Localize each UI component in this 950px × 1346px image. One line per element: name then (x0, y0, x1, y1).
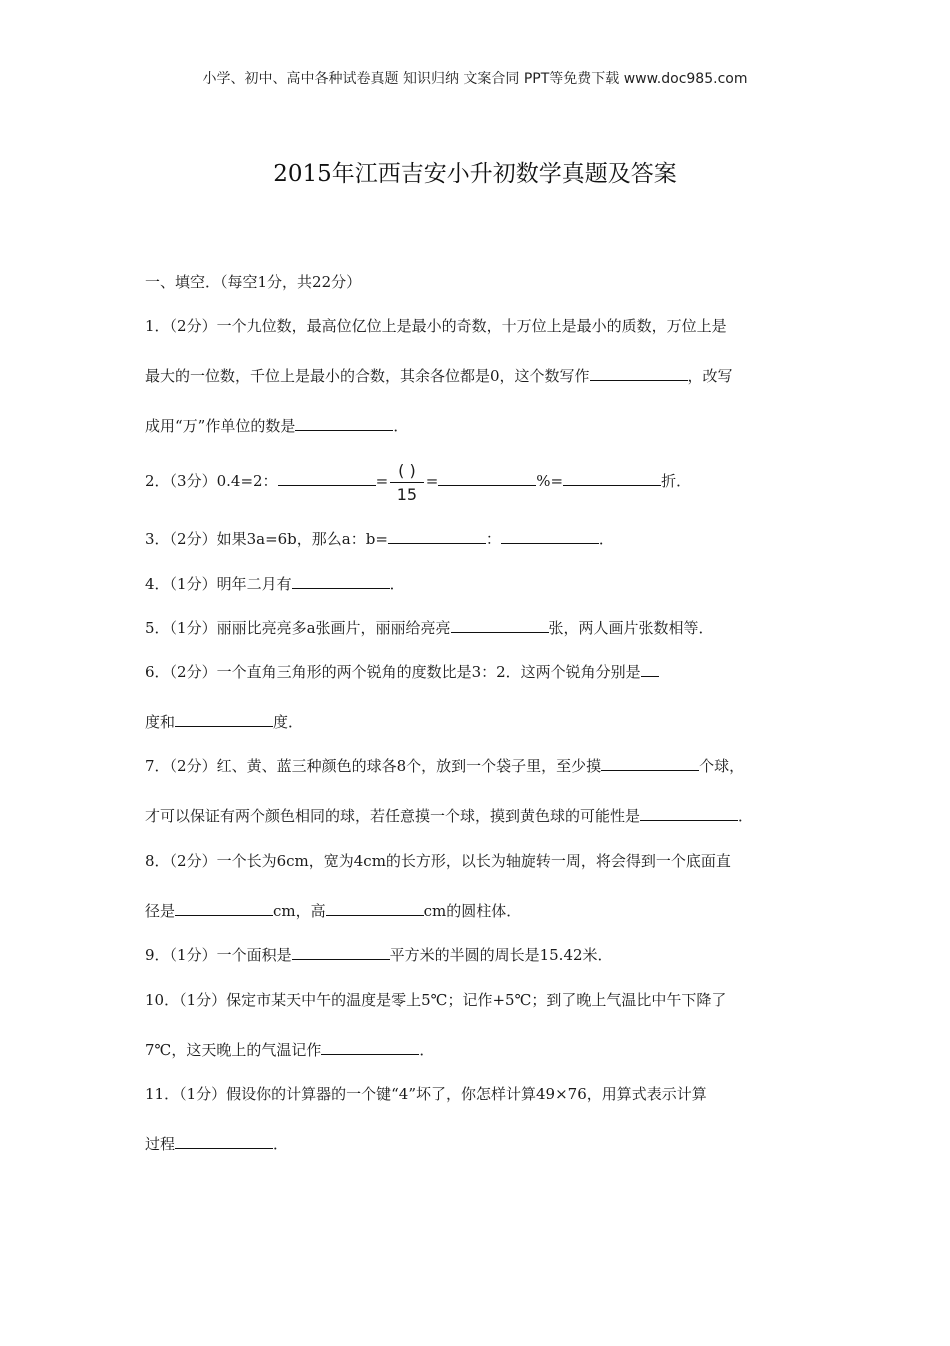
answer-blank[interactable] (175, 1134, 273, 1149)
answer-blank[interactable] (601, 756, 699, 771)
answer-blank[interactable] (175, 901, 273, 916)
answer-blank[interactable] (563, 471, 661, 486)
answer-blank[interactable] (278, 471, 376, 486)
answer-blank[interactable] (590, 366, 688, 381)
answer-blank[interactable] (451, 618, 549, 633)
section-heading: 一、填空．（每空1分，共22分） (145, 273, 362, 291)
q11-line2: 过程 ． (145, 1135, 289, 1153)
q10-line1: 10．（1分）保定市某天中午的温度是零上5℃；记作+5℃；到了晚上气温比中午下降了 (145, 991, 727, 1009)
q4-line: 4．（1分）明年二月有 ． (145, 575, 405, 593)
q6-line1: 6．（2分）一个直角三角形的两个锐角的度数比是3：2．这两个锐角分别是 (145, 662, 659, 682)
answer-blank[interactable] (501, 529, 599, 544)
answer-blank[interactable] (326, 901, 424, 916)
q7-line1: 7．（2分）红、黄、蓝三种颜色的球各8个，放到一个袋子里，至少摸 个球， (145, 757, 745, 775)
q8-line1: 8．（2分）一个长为6cm，宽为4cm的长方形，以长为轴旋转一周，将会得到一个底面直 (145, 852, 731, 870)
answer-blank[interactable] (640, 806, 738, 821)
answer-blank[interactable] (641, 662, 659, 677)
page-title: 2015年江西吉安小升初数学真题及答案 (273, 161, 677, 187)
answer-blank[interactable] (292, 574, 390, 589)
q9-line: 9．（1分）一个面积是 平方米的半圆的周长是15.42米． (145, 946, 613, 964)
answer-blank[interactable] (292, 945, 390, 960)
q7-line2: 才可以保证有两个颜色相同的球，若任意摸一个球，摸到黄色球的可能性是 ． (145, 807, 754, 825)
answer-blank[interactable] (438, 471, 536, 486)
q1-line3: 成用“万”作单位的数是 ． (145, 417, 409, 435)
q2-line: 2．（3分）0.4=2： = $\frac{( )}{15}$ = %= 折． (145, 460, 692, 504)
fraction: $\frac{( )}{15}$ (390, 461, 424, 504)
answer-blank[interactable] (175, 712, 273, 727)
answer-blank[interactable] (321, 1040, 419, 1055)
page-header: 小学、初中、高中各种试卷真题 知识归纳 文案合同 PPT等免费下载 www.doc985.com (202, 71, 748, 87)
q1-line2: 最大的一位数，千位上是最小的合数，其余各位都是0，这个数写作 ，改写 (145, 367, 733, 385)
answer-blank[interactable] (295, 416, 393, 431)
q8-line2: 径是 cm，高 cm的圆柱体． (145, 902, 522, 920)
answer-blank[interactable] (388, 529, 486, 544)
q5-line: 5．（1分）丽丽比亮亮多a张画片，丽丽给亮亮 张，两人画片张数相等． (145, 619, 714, 637)
q3-line: 3．（2分）如果3a=6b，那么a：b= ： ． (145, 530, 614, 548)
q6-line2: 度和 度． (145, 713, 304, 731)
q10-line2: 7℃，这天晚上的气温记作 ． (145, 1041, 435, 1059)
q11-line1: 11．（1分）假设你的计算器的一个键“4”坏了，你怎样计算49×76，用算式表示计算 (145, 1085, 707, 1103)
q1-line1: 1．（2分）一个九位数，最高位亿位上是最小的奇数，十万位上是最小的质数，万位上是 (145, 317, 727, 335)
